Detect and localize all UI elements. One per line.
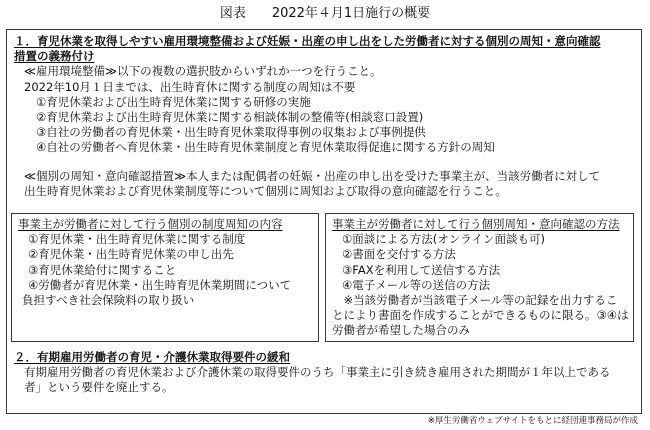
section2-body-line2: 者」という要件を廃止する。 [24,380,174,395]
env-item-2: ②育児休業および出生時育児休業に関する相談体制の整備等(相談窓口設置) [36,110,424,125]
box-left-title: 事業主が労働者に対して行う個別の制度周知の内容 [18,217,283,231]
box-right-item-4: ④電子メール等の送信の方法 [342,277,491,292]
indiv-line1: ≪個別の周知・意向確認措置≫本人または配偶者の妊娠・出産の申し出を受けた事業主が、当該労働者に対して [24,169,601,183]
box-left-item-4-cont: 負担すべき社会保険料の取り扱い [22,293,195,308]
section1-heading-line1: １．育児休業を取得しやすい雇用環境整備および妊娠・出産の申し出をした労働者に対する個別の周知・意向確認 [14,34,601,48]
indiv-measure [14,169,635,199]
box-right-title: 事業主が労働者に対して行う個別周知・意向確認の方法 [332,217,620,231]
box-system-notification [11,213,319,342]
env-note: 2022年10月１日までは、出生時育休に関する制度の周知は不要 [24,79,356,94]
env-item-3: ③自社の労働者の育児休業・出生時育児休業取得事例の収集および事例提供 [36,125,426,140]
section2-heading: ２．有期雇用労働者の育児・介護休業取得要件の緩和 [14,350,290,364]
box-left-item-2: ②育児休業・出生時育児休業の申し出先 [28,247,234,262]
box-left-item-4: ④労働者が育児休業・出生時育児休業期間について [28,277,292,292]
page-title: 図表 2022年４月1日施行の概要 [219,6,431,21]
section1 [14,34,635,156]
env-intro: ≪雇用環境整備≫以下の複数の選択肢からいずれか一つを行うこと。 [24,64,382,79]
box-left-item-1: ①育児休業・出生時育児休業に関する制度 [28,232,246,247]
source-note: ※厚生労働省ウェブサイトをもとに経団連事務局が作成 [427,416,638,426]
box-left-item-3: ③育児休業給付に関すること [28,262,177,277]
box-right-note-line3: 労働者が希望した場合のみ [332,323,470,338]
env-item-1: ①育児休業および出生時育児休業に関する研修の実施 [36,94,311,109]
section2-body-line1: 有期雇用労働者の育児休業および介護休業の取得要件のうち「事業主に引き続き雇用された期間が１年以上である [24,365,611,380]
box-right-item-1: ①面談による方法(オンライン面談も可) [342,232,545,247]
box-confirmation-methods [325,213,634,342]
box-right-item-3: ③FAXを利用して送信する方法 [342,262,501,277]
box-right-item-2: ②書面を交付する方法 [342,247,456,262]
env-item-4: ④自社の労働者へ育児休業・出生時育児休業制度と育児休業取得促進に関する方針の周知 [36,140,495,155]
section2 [14,350,635,396]
indiv-line2: 出生時育児休業および育児休業制度等について個別に周知および取得の意向確認を行うこと。 [24,184,507,199]
box-right-note-line1: ※当該労働者が当該電子メール等の記録を出力するこ [332,293,618,308]
box-right-note-line2: とにより書面を作成することができるものに限る。③④は [332,308,629,323]
summary-frame [6,29,642,414]
section1-heading-line2: 措置の義務付け [14,49,95,64]
